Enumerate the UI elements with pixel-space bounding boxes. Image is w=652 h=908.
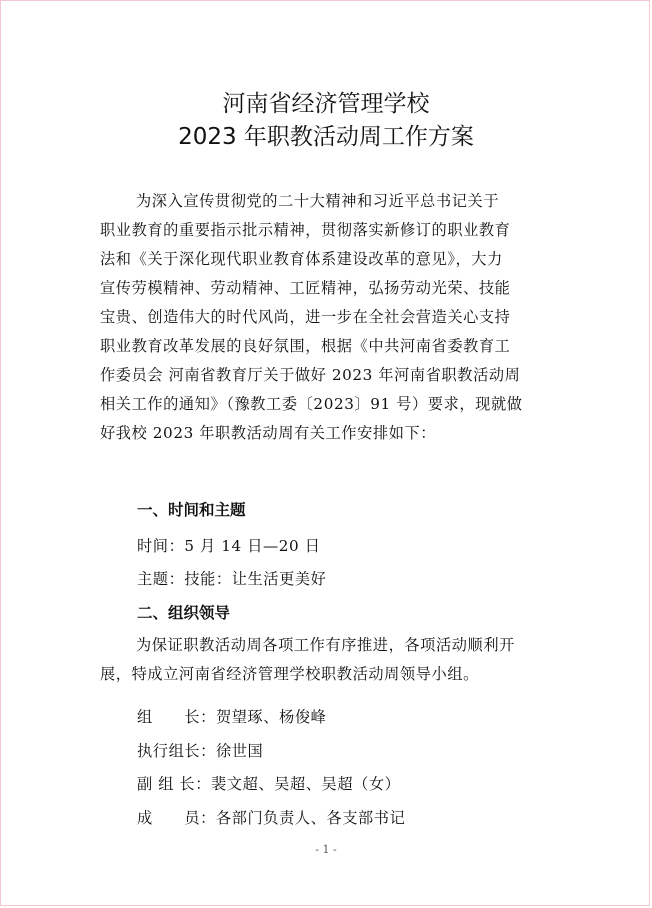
leadership-paragraph bbox=[100, 631, 560, 689]
role-label: 执行组长： bbox=[137, 742, 216, 760]
intro-line: 职业教育的重要指示批示精神，贯彻落实新修订的职业教育 bbox=[100, 221, 511, 239]
intro-line: 相关工作的通知》（豫教工委〔2023〕91 号）要求，现就做 bbox=[100, 395, 523, 413]
section-heading-time-theme: 一、时间和主题 bbox=[137, 501, 246, 519]
role-label: 副 组 长： bbox=[137, 775, 212, 793]
role-label: 组 长： bbox=[137, 708, 216, 726]
leadership-line: 展，特成立河南省经济管理学校职教活动周领导小组。 bbox=[100, 665, 479, 683]
intro-line: 好我校 2023 年职教活动周有关工作安排如下： bbox=[100, 424, 437, 442]
role-deputy-leader bbox=[137, 773, 400, 794]
event-theme: 主题：技能：让生活更美好 bbox=[137, 570, 327, 588]
intro-line: 宝贵、创造伟大的时代风尚，进一步在全社会营造关心支持 bbox=[100, 308, 511, 326]
intro-line: 为深入宣传贯彻党的二十大精神和习近平总书记关于 bbox=[136, 192, 500, 210]
document-title-line-2: 2023 年职教活动周工作方案 bbox=[178, 124, 474, 150]
role-value: 各部门负责人、各支部书记 bbox=[215, 809, 406, 827]
intro-paragraph bbox=[100, 187, 560, 448]
section-heading-leadership: 二、组织领导 bbox=[137, 604, 231, 622]
role-value: 裴文超、吴超、吴超（女） bbox=[211, 775, 401, 793]
event-time: 时间：5 月 14 日—20 日 bbox=[137, 537, 321, 555]
role-members bbox=[137, 807, 405, 828]
intro-line: 宣传劳模精神、劳动精神、工匠精神，弘扬劳动光荣、技能 bbox=[100, 279, 511, 297]
leadership-line: 为保证职教活动周各项工作有序推进，各项活动顺利开 bbox=[136, 636, 515, 654]
role-label: 成 员： bbox=[137, 809, 216, 827]
intro-line: 法和《关于深化现代职业教育体系建设改革的意见》，大力 bbox=[100, 250, 503, 268]
role-value: 徐世国 bbox=[215, 742, 264, 760]
role-value: 贺望琢、杨俊峰 bbox=[215, 708, 327, 726]
role-leader bbox=[137, 706, 326, 727]
intro-line: 作委员会 河南省教育厅关于做好 2023 年河南省职教活动周 bbox=[100, 366, 521, 384]
document-title-line-1: 河南省经济管理学校 bbox=[222, 91, 430, 117]
page-number: - 1 - bbox=[315, 843, 337, 856]
intro-line: 职业教育改革发展的良好氛围，根据《中共河南省委教育工 bbox=[100, 337, 511, 355]
role-executive-leader bbox=[137, 740, 263, 761]
